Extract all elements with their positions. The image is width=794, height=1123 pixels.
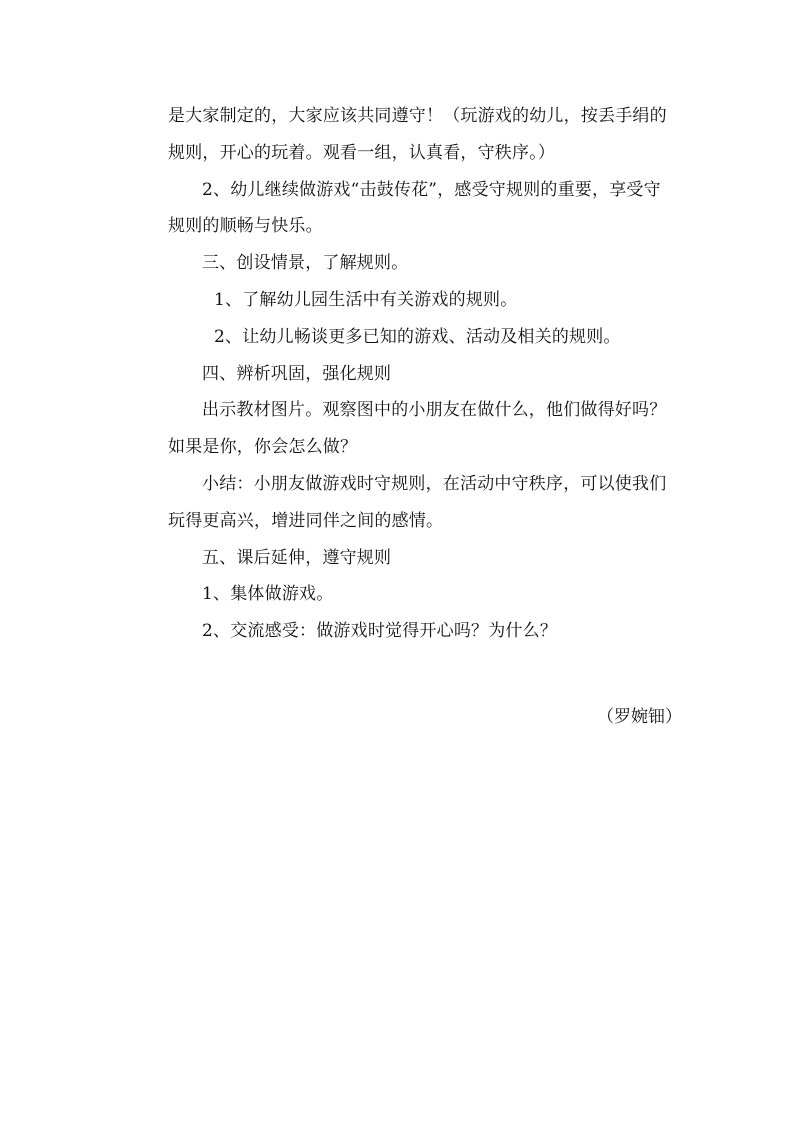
text-line: 2、幼儿继续做游戏“击鼓传花”，感受守规则的重要，享受守 [202,179,661,200]
text-line: 玩得更高兴，增进同伴之间的感情。 [168,510,444,531]
text-line: 规则，开心的玩着。观看一组，认真看，守秩序。） [168,142,556,163]
text-line: 小结：小朋友做游戏时守规则，在活动中守秩序，可以使我们 [202,473,667,494]
text-line: 是大家制定的，大家应该共同遵守！（玩游戏的幼儿，按丢手绢的 [168,106,667,126]
text-line: 如果是你，你会怎么做？ [168,437,358,458]
section-heading: 四、辨析巩固，强化规则 [202,363,392,384]
section-heading: 三、创设情景，了解规则。 [202,253,409,274]
text-line: 2、让幼儿畅谈更多已知的游戏、活动及相关的规则。 [214,326,621,347]
text-line: 出示教材图片。观察图中的小朋友在做什么，他们做得好吗？ [202,400,667,421]
text-line: 1、集体做游戏。 [202,584,334,605]
section-heading: 五、课后延伸，遵守规则 [202,547,392,568]
text-line: 规则的顺畅与快乐。 [168,216,323,237]
document-body [168,98,713,650]
author-signature: （罗婉钿） [597,707,682,727]
text-line: 1、了解幼儿园生活中有关游戏的规则。 [214,289,518,310]
text-line: 2、交流感受：做游戏时觉得开心吗？为什么？ [202,621,558,642]
